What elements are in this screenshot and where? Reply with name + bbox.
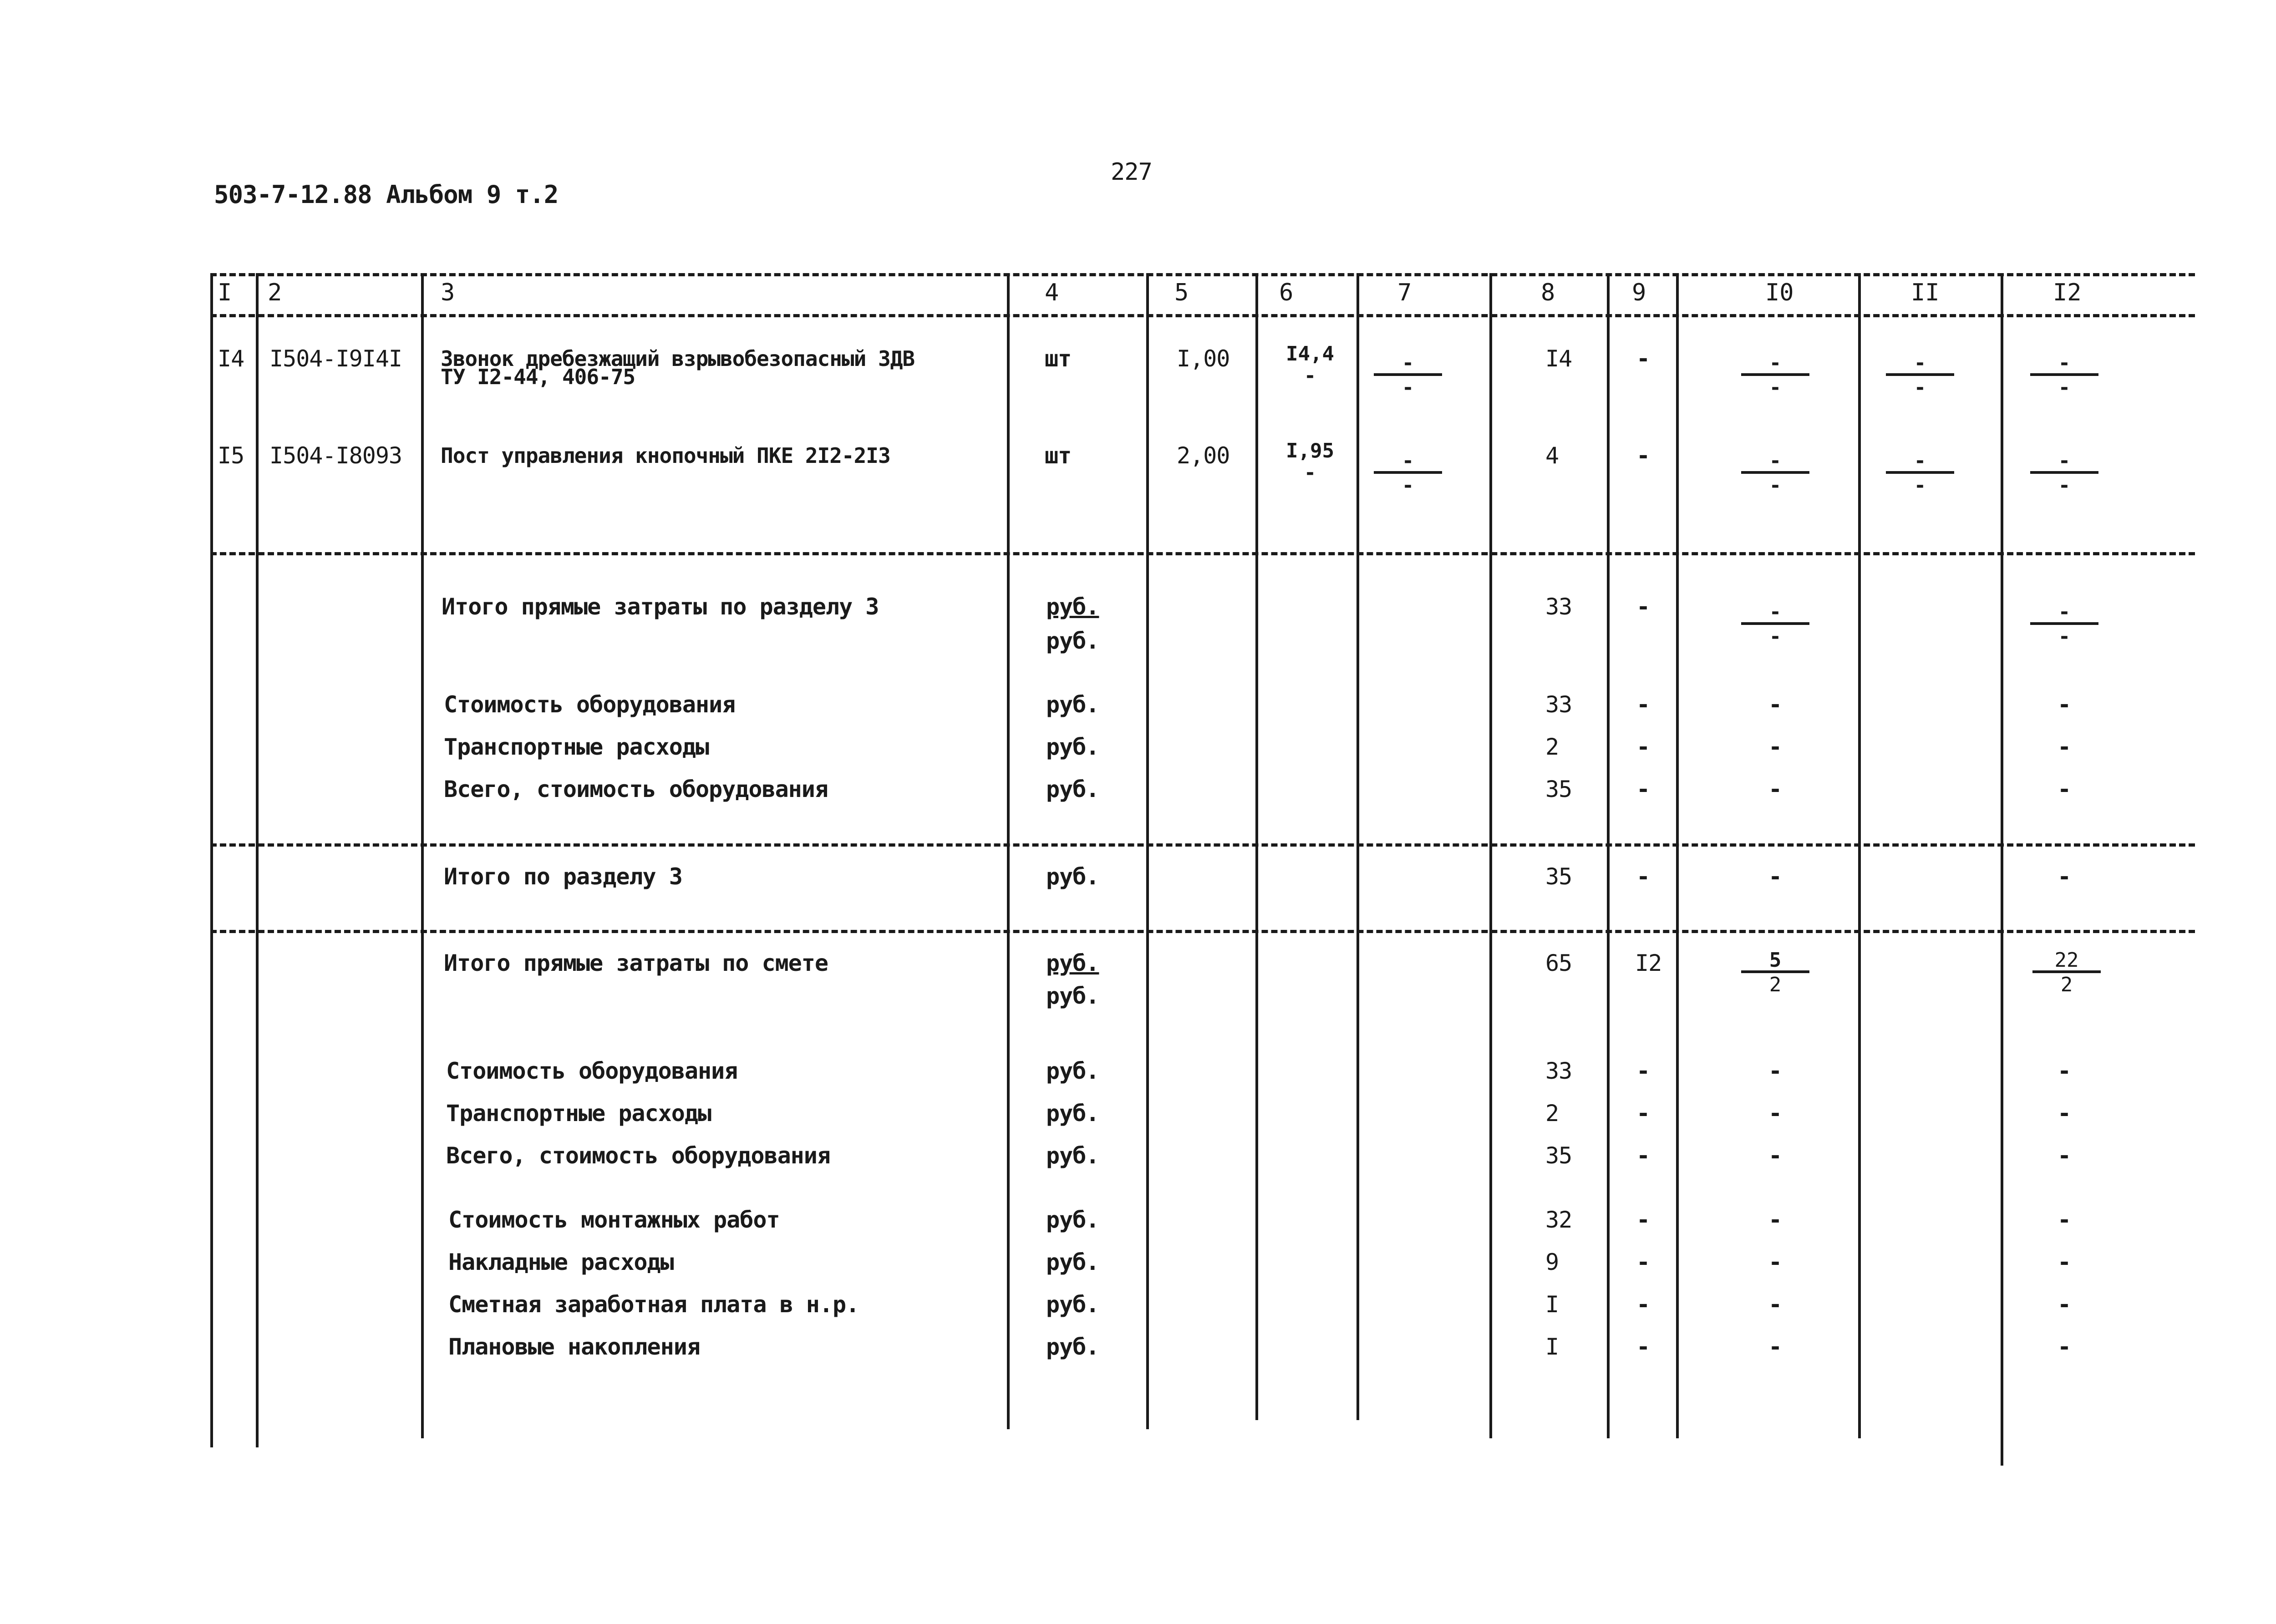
col10-value: - [1768, 1249, 1782, 1275]
col9-value: - [1636, 442, 1650, 469]
col12-value: - [2058, 691, 2071, 718]
col10-value: - [1768, 691, 1782, 718]
col12-fraction: $\frac{22}{2}$ [2032, 951, 2101, 997]
row-unit: руб. [1046, 734, 1099, 760]
items-bottom-rule [210, 552, 2195, 555]
col12-fraction: - - [2030, 603, 2098, 649]
row-label: Стоимость оборудования [446, 1058, 738, 1084]
row-unit: руб. [1046, 594, 1099, 620]
row-total: 33 [1545, 1058, 1572, 1084]
col9-value: - [1636, 1058, 1650, 1084]
row-label: Итого прямые затраты по смете [444, 950, 828, 976]
row-total: 35 [1545, 776, 1572, 802]
col-line-11 [1858, 273, 1861, 1438]
item-price: I,95 - [1286, 439, 1334, 484]
col9-value: - [1636, 594, 1650, 620]
row-total: 33 [1545, 691, 1572, 718]
col-line-9 [1607, 273, 1610, 1438]
table-top-rule [210, 273, 2195, 276]
col12-value: - [2058, 1207, 2071, 1233]
row-total: 33 [1545, 594, 1572, 620]
row-label: Всего, стоимость оборудования [444, 776, 828, 802]
col10-fraction: $\frac{5}{2}$ [1741, 951, 1809, 997]
section-total-rule [210, 930, 2195, 933]
col9-value: - [1636, 1291, 1650, 1318]
row-unit: руб. [1046, 863, 1099, 890]
col-header-2: 2 [268, 279, 282, 306]
row-total: 2 [1545, 1100, 1559, 1127]
col12-value: - [2058, 863, 2071, 890]
col12-value: - [2058, 1100, 2071, 1127]
col9-value: - [1636, 776, 1650, 802]
row-total: 35 [1545, 863, 1572, 890]
col10-value: - [1768, 776, 1782, 802]
item-name: Звонок дребезжащий взрывобезопасный ЗДВ [441, 346, 915, 371]
col-header-3: 3 [441, 279, 455, 306]
row-label: Всего, стоимость оборудования [446, 1142, 830, 1169]
row-total: 35 [1545, 1142, 1572, 1169]
row-unit: руб. [1046, 628, 1099, 654]
col-line-4 [1007, 273, 1010, 1429]
col12-value: - [2058, 1249, 2071, 1275]
col7-fraction: - - [1374, 354, 1442, 400]
col-line-5 [1146, 273, 1149, 1429]
item-price: I4,4 - [1286, 342, 1334, 387]
col9-value: - [1636, 345, 1650, 372]
row-label: Итого прямые затраты по разделу 3 [442, 594, 879, 620]
row-label: Транспортные расходы [446, 1100, 711, 1127]
row-number: I4 [218, 345, 244, 372]
album-label: Альбом 9 т.2 [386, 180, 559, 209]
col-line-3 [421, 273, 424, 1438]
col-line-10 [1676, 273, 1679, 1438]
item-name: Пост управления кнопочный ПКЕ 2I2-2I3 [441, 443, 890, 468]
item-spec: ТУ I2-44, 406-75 [441, 365, 635, 389]
col-header-1: I [218, 279, 232, 306]
row-unit: руб. [1046, 983, 1099, 1009]
col10-value: - [1768, 1100, 1782, 1127]
col9-value: - [1636, 1334, 1650, 1360]
col12-value: - [2058, 1334, 2071, 1360]
row-label: Итого по разделу 3 [444, 863, 682, 890]
col11-fraction: - - [1886, 354, 1954, 400]
row-unit: руб. [1046, 691, 1099, 718]
row-total: I [1545, 1334, 1559, 1360]
col12-value: - [2058, 1058, 2071, 1084]
col10-fraction: - - [1741, 603, 1809, 649]
col-line-1 [210, 273, 213, 1447]
row-total: 9 [1545, 1249, 1559, 1275]
col10-value: - [1768, 863, 1782, 890]
col10-value: - [1768, 1291, 1782, 1318]
col-header-11: II [1911, 279, 1940, 306]
col10-value: - [1768, 1334, 1782, 1360]
col9-value: - [1636, 1142, 1650, 1169]
col9-value: - [1636, 691, 1650, 718]
col10-value: - [1768, 1058, 1782, 1084]
col9-value: - [1636, 1100, 1650, 1127]
row-label: Транспортные расходы [444, 734, 709, 760]
col-line-12 [2001, 273, 2003, 1466]
row-unit: руб. [1046, 776, 1099, 802]
row-total: 2 [1545, 734, 1559, 760]
col12-value: - [2058, 734, 2071, 760]
item-qty: 2,00 [1177, 442, 1230, 469]
col9-value: - [1636, 1249, 1650, 1275]
row-unit: руб. [1046, 1249, 1099, 1275]
row-unit: руб. [1046, 950, 1099, 976]
col-header-5: 5 [1174, 279, 1189, 306]
col12-value: - [2058, 1291, 2071, 1318]
col10-value: - [1768, 1142, 1782, 1169]
row-label: Стоимость оборудования [444, 691, 736, 718]
row-label: Плановые накопления [448, 1334, 700, 1360]
row-total: I [1545, 1291, 1559, 1318]
row-label: Стоимость монтажных работ [448, 1207, 780, 1233]
col-header-7: 7 [1397, 279, 1412, 306]
col-line-6 [1255, 273, 1258, 1420]
col-header-9: 9 [1632, 279, 1646, 306]
col12-value: - [2058, 1142, 2071, 1169]
row-total: 65 [1545, 950, 1572, 976]
col-header-8: 8 [1541, 279, 1555, 306]
item-total: I4 [1545, 345, 1572, 372]
col10-value: - [1768, 1207, 1782, 1233]
item-unit: шт [1045, 345, 1072, 372]
row-label: Накладные расходы [448, 1249, 674, 1275]
col12-fraction: - - [2030, 354, 2098, 400]
col10-fraction: - - [1741, 452, 1809, 497]
col-header-10: I0 [1765, 279, 1794, 306]
item-unit: шт [1045, 442, 1072, 469]
row-unit: руб. [1046, 1142, 1099, 1169]
col10-fraction: - - [1741, 354, 1809, 400]
col9-value: - [1636, 1207, 1650, 1233]
col10-value: - [1768, 734, 1782, 760]
item-total: 4 [1545, 442, 1559, 469]
row-unit: руб. [1046, 1334, 1099, 1360]
row-total: 32 [1545, 1207, 1572, 1233]
row-unit: руб. [1046, 1291, 1099, 1318]
item-code: I504-I9I4I [269, 345, 402, 372]
col-header-12: I2 [2053, 279, 2082, 306]
page-number: 227 [1111, 158, 1152, 186]
col-line-2 [256, 273, 259, 1447]
row-unit: руб. [1046, 1058, 1099, 1084]
col-line-7 [1356, 273, 1359, 1420]
col-line-8 [1489, 273, 1492, 1438]
row-label: Сметная заработная плата в н.р. [448, 1291, 859, 1318]
col12-fraction: - - [2030, 452, 2098, 497]
row-number: I5 [218, 442, 244, 469]
col-header-4: 4 [1045, 279, 1059, 306]
item-code: I504-I8093 [269, 442, 402, 469]
document-code: 503-7-12.88 Альбом 9 т.2 [214, 180, 559, 209]
row-unit: руб. [1046, 1100, 1099, 1127]
col11-fraction: - - [1886, 452, 1954, 497]
col-header-6: 6 [1279, 279, 1294, 306]
item-qty: I,00 [1177, 345, 1230, 372]
col12-value: - [2058, 776, 2071, 802]
header-bottom-rule [210, 314, 2195, 317]
col9-value: I2 [1635, 950, 1662, 976]
section-subtotal-rule [210, 843, 2195, 847]
col7-fraction: - - [1374, 452, 1442, 497]
col9-value: - [1636, 734, 1650, 760]
col9-value: - [1636, 863, 1650, 890]
row-unit: руб. [1046, 1207, 1099, 1233]
